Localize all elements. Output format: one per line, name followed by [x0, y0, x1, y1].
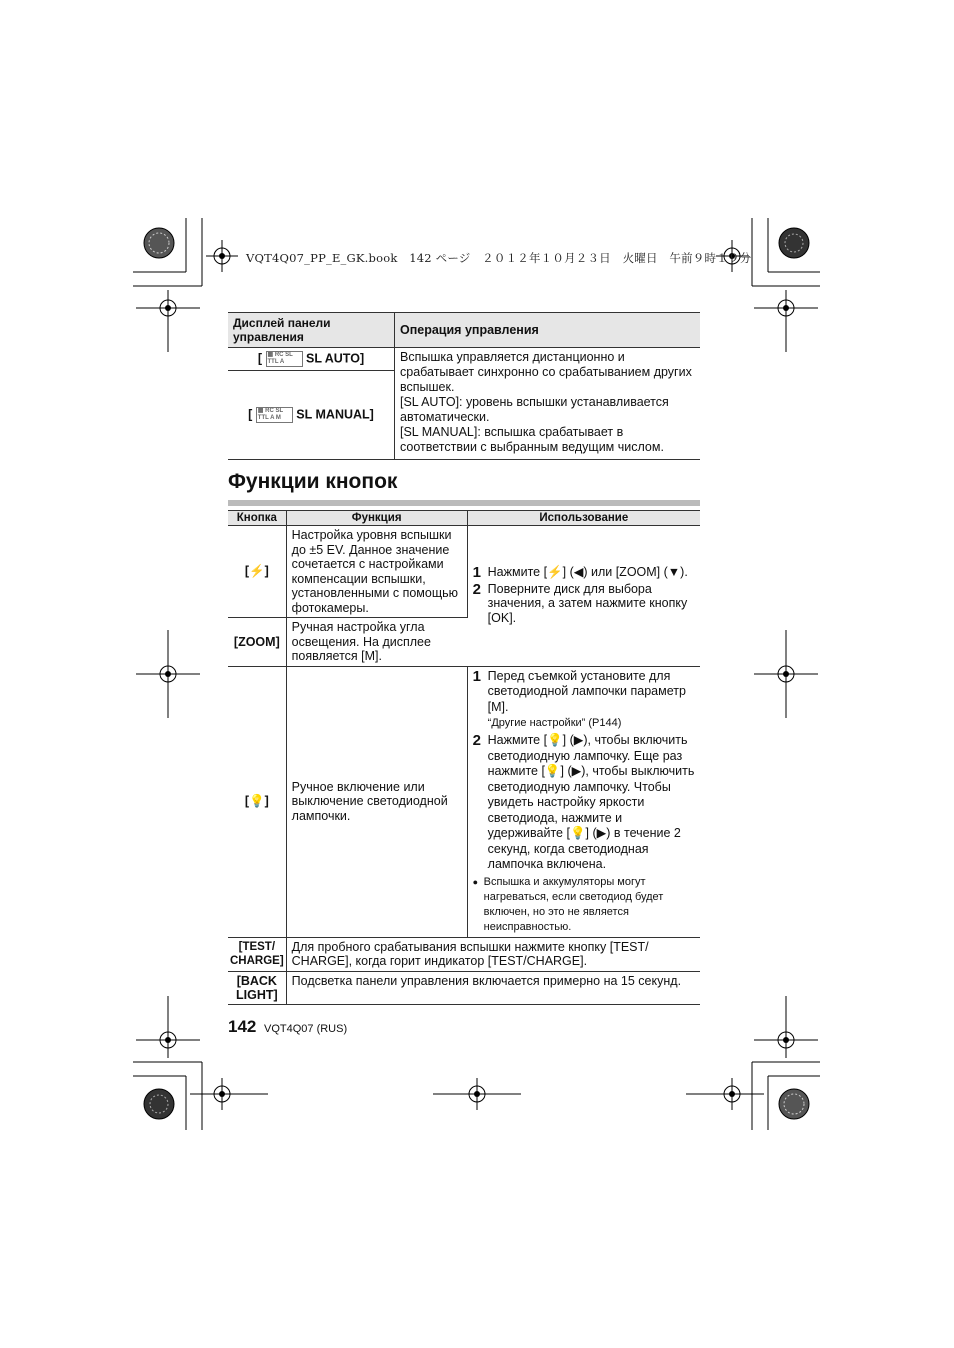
- section-title: Функции кнопок: [228, 470, 398, 493]
- print-header: VQT4Q07_PP_E_GK.book 142 ページ ２０１２年１０月２３日 火曜日 午前９時１９分: [246, 251, 752, 265]
- sl-manual-cell: [ ▦ RC SL TTL A M SL MANUAL]: [228, 371, 395, 460]
- button-cell: [228, 937, 286, 971]
- function-cell: Для пробного срабатывания вспышки нажмите кнопку [TEST/ CHARGE], когда горит индикатор [TEST/CHARGE].: [286, 937, 700, 971]
- button-cell: [228, 971, 286, 1004]
- usage-cell: [467, 526, 700, 667]
- table-row: [228, 937, 700, 971]
- operation-line: Вспышка управляется дистанционно и срабатывает синхронно со срабатыванием других вспышек.: [400, 350, 692, 394]
- function-cell: Ручная настройка угла освещения. На дисплее появляется [M].: [286, 618, 467, 667]
- button-cell: [228, 618, 286, 667]
- col-header-operation: Операция управления: [395, 313, 701, 348]
- sl-auto-label: SL AUTO]: [306, 351, 365, 366]
- button-cell: [228, 666, 286, 937]
- operation-description: [395, 348, 701, 460]
- col-header-button: Кнопка: [228, 511, 286, 526]
- led-light-button: [💡]: [244, 794, 269, 809]
- usage-cell: [467, 666, 700, 937]
- table-row: [228, 971, 700, 1004]
- control-display-table: [228, 312, 700, 460]
- test-charge-button: [TEST/ CHARGE]: [230, 941, 284, 967]
- usage-note: ● Вспышка и аккумуляторы могут нагреваться, если светодиод будет включен, но это не является неисправностью.: [472, 875, 664, 933]
- usage-step: 1 Перед съемкой установите для светодиодной лампочки параметр [M]. “Другие настройки” (P144): [472, 667, 686, 729]
- back-light-button: [BACK LIGHT]: [235, 973, 278, 1002]
- table-row: [228, 526, 700, 618]
- section-divider: [228, 500, 700, 506]
- operation-line: [SL AUTO]: уровень вспышки устанавливается автоматически.: [400, 395, 669, 424]
- table-row: [228, 666, 700, 937]
- function-cell: Ручное включение или выключение светодиодной лампочки.: [286, 666, 467, 937]
- usage-step: 2 Нажмите [💡] (▶), чтобы включить светодиодную лампочку. Еще раз нажмите [💡] (▶), чтобы выключить светодиодную лампочку. Чтобы увидеть настройку яркости светодиода, нажмите и удерживайте [💡] (▶) в течение 2 секунд, когда светодиодная лампочка включена.: [472, 732, 695, 871]
- col-header-usage: Использование: [467, 511, 700, 526]
- flash-level-button: [⚡]: [244, 564, 269, 579]
- button-cell: [228, 526, 286, 618]
- function-cell: Настройка уровня вспышки до ±5 EV. Данное значение сочетается с настройками компенсации вспышки, установленными с помощью фотокамеры.: [286, 526, 467, 618]
- col-header-function: Функция: [286, 511, 467, 526]
- function-cell: Подсветка панели управления включается примерно на 15 секунд.: [286, 971, 700, 1004]
- usage-step: 2 Поверните диск для выбора значения, а затем нажмите кнопку [OK].: [472, 580, 688, 625]
- col-header-display: Дисплей панели управления: [228, 313, 395, 348]
- sl-auto-cell: [ ▦ RC SL TTL A SL AUTO]: [228, 348, 395, 371]
- display-mini-icon: ▦ RC SL TTL A M: [256, 407, 293, 423]
- operation-line: [SL MANUAL]: вспышка срабатывает в соответствии с выбранным ведущим числом.: [400, 425, 664, 454]
- sl-manual-label: SL MANUAL]: [296, 407, 374, 422]
- page-number: 142: [228, 1017, 257, 1036]
- button-functions-table: [228, 510, 700, 1005]
- usage-step: 1 Нажмите [⚡] (◀) или [ZOOM] (▼).: [472, 563, 688, 581]
- doc-code: VQT4Q07 (RUS): [264, 1023, 348, 1035]
- display-mini-icon: ▦ RC SL TTL A: [266, 351, 303, 367]
- zoom-button: [ZOOM]: [233, 634, 280, 649]
